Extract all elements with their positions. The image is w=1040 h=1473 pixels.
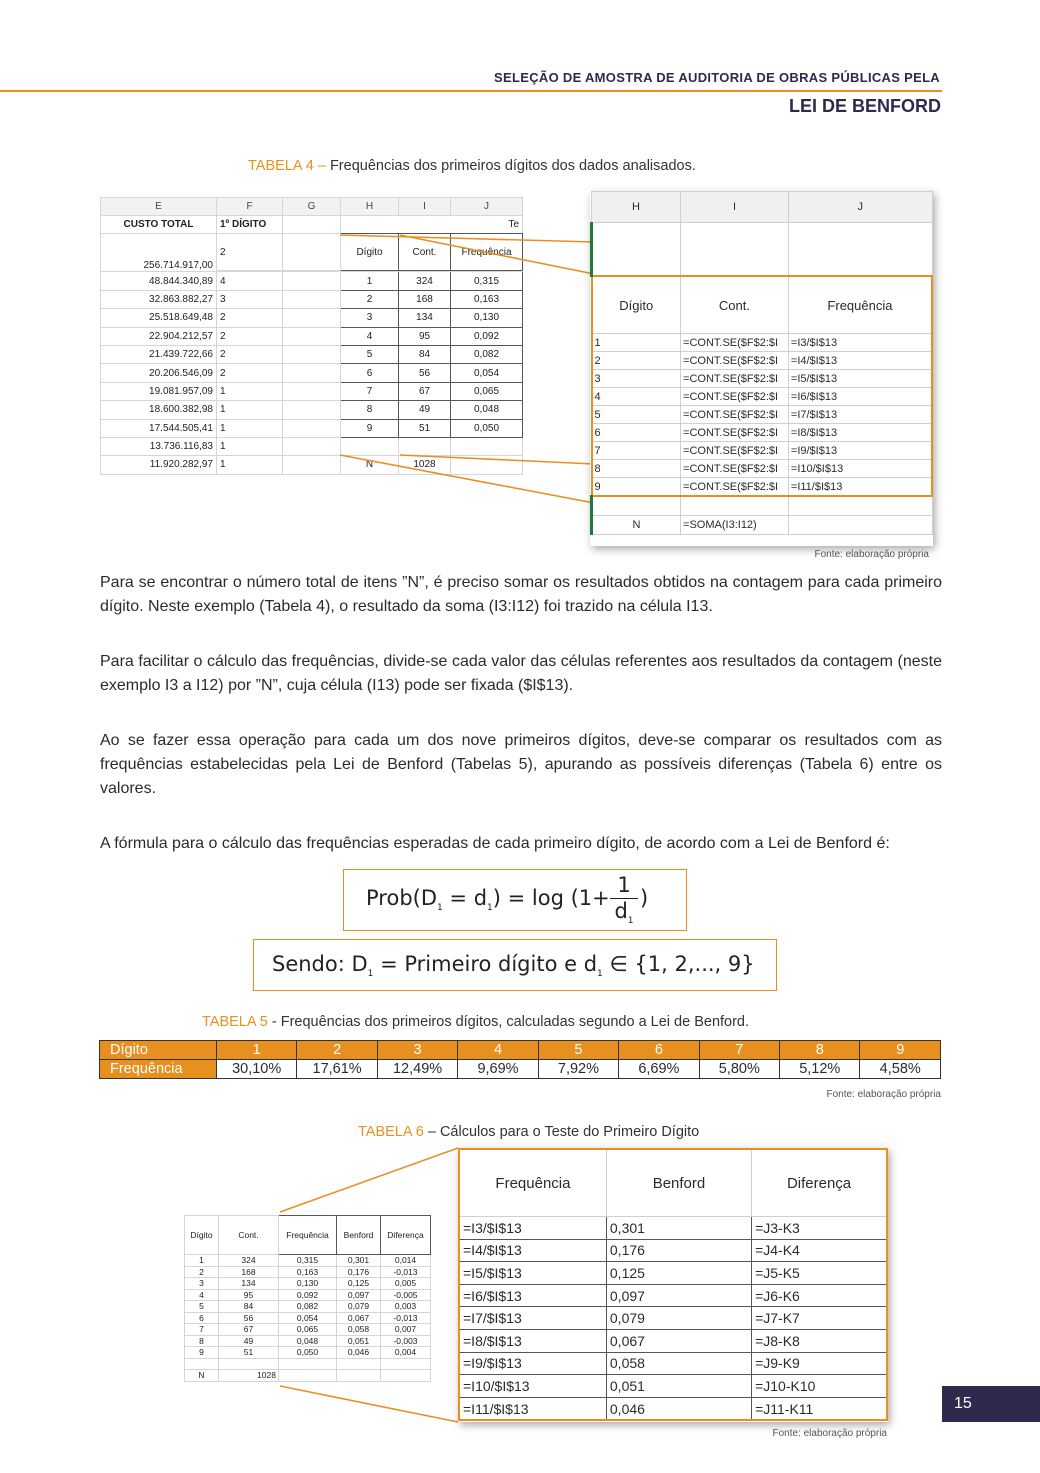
table-row: 11.920.282,97 1 N 1028 — [101, 456, 523, 474]
table-row: 18.600.382,98 1 8 49 0,048 — [101, 401, 523, 419]
table-row: =I7/$I$13 0,079 =J7-K7 — [459, 1307, 887, 1330]
table6-label: TABELA 6 — [358, 1124, 424, 1140]
table-row: =I3/$I$13 0,301 =J3-K3 — [459, 1217, 887, 1240]
table-row: =I9/$I$13 0,058 =J9-K9 — [459, 1352, 887, 1375]
table-row: 25.518.649,48 2 3 134 0,130 — [101, 309, 523, 327]
connector-line — [340, 235, 594, 242]
table-row: 32.863.882,27 3 2 168 0,163 — [101, 290, 523, 308]
col-header-first-digit: 1º DÍGITO — [217, 216, 283, 234]
table6-zoomed-formulas — [458, 1148, 888, 1422]
paragraph: A fórmula para o cálculo das frequências esperadas de cada primeiro dígito, de acordo com a Lei de Benford é: — [100, 835, 890, 852]
table5-title: - Frequências dos primeiros dígitos, calculadas segundo a Lei de Benford. — [267, 1014, 750, 1030]
running-header-line1: SELEÇÃO DE AMOSTRA DE AUDITORIA DE OBRAS PÚBLICAS PELA — [494, 70, 940, 85]
table-row: 1 324 0,315 0,301 0,014 — [185, 1255, 431, 1267]
table-row: 5 84 0,082 0,079 0,003 — [185, 1301, 431, 1313]
digit-cell: 2 — [217, 234, 283, 271]
paragraph: Ao se fazer essa operação para cada um dos nove primeiros dígitos, deve-se comparar os resultados com as frequências estabelecidas pela Lei de Benford (Tabelas 5), apurando as possíveis diferenças (Tabela 6) entre os valores. — [100, 732, 942, 797]
table-row: 3 134 0,130 0,125 0,005 — [185, 1278, 431, 1290]
table-row: 4 =CONT.SE($F$2:$I =I6/$I$13 — [592, 388, 933, 406]
col-letter: G — [283, 198, 341, 216]
table-row: 7 =CONT.SE($F$2:$I =I9/$I$13 — [592, 442, 933, 460]
table5-digit-row: Dígito 1 2 3 4 5 6 7 8 9 — [100, 1041, 941, 1060]
connector-line — [280, 1148, 458, 1212]
table5-frequency-row: Frequência 30,10% 17,61% 12,49% 9,69% 7,92% 6,69% 5,80% 5,12% 4,58% — [100, 1060, 941, 1079]
sendo-text: Sendo: $D_1$ = Primeiro dígito e $d_1$ ∈ {1, 2,..., 9} — [272, 952, 755, 980]
table-row: 4 95 0,092 0,097 -0,005 — [185, 1289, 431, 1301]
table-row — [592, 516, 933, 535]
zoom-header-benford: Benford — [606, 1149, 751, 1217]
table-row: 1 =CONT.SE($F$2:$I =I3/$I$13 — [592, 334, 933, 352]
page-number: 15 — [942, 1386, 1040, 1422]
table4-zoomed-formulas — [590, 191, 933, 546]
benford-formula-box: $Prob(D_1 = d_1) = \log (1+$ 1 $d_1$ ) — [343, 869, 687, 931]
zoom-n-formula: =SOMA(I3:I12) — [681, 516, 789, 535]
formula-fraction: 1 $d_1$ — [610, 872, 638, 933]
zoom-header-diferenca: Diferença — [752, 1149, 887, 1217]
table6-spreadsheet: Dígito Cont. Frequência Benford Diferença 1 324 0,315 0,301 0,014 2 168 0,163 0,176 -0,013 3 134 0,130 0,125 0,005 4 95 0,092 0,097 -0,005 5 84 0,082 0,079 0,003 6 56 0,054 0,067 -0,013 7 67 0,065 0,058 0,007 8 49 0,048 0,051 -0,003 9 51 0,050 0,046 0,004 N 1028 — [184, 1215, 431, 1382]
table-row: 6 =CONT.SE($F$2:$I =I8/$I$13 — [592, 424, 933, 442]
table-row: =I4/$I$13 0,176 =J4-K4 — [459, 1239, 887, 1262]
table-row: 22.904.212,57 2 4 95 0,092 — [101, 327, 523, 345]
table4-label: TABELA 4 – — [248, 158, 326, 174]
connector-line — [400, 455, 594, 464]
table-row: 2 168 0,163 0,176 -0,013 — [185, 1266, 431, 1278]
zoom-header-cont: Cont. — [681, 276, 789, 334]
connector-line — [280, 1386, 458, 1422]
running-header-line2: LEI DE BENFORD — [788, 96, 941, 116]
table4-source: Fonte: elaboração própria — [814, 549, 929, 560]
column-letters-row: H I J — [592, 192, 933, 223]
zoom-header-digito: Dígito — [592, 276, 681, 334]
table-row: 6 56 0,054 0,067 -0,013 — [185, 1312, 431, 1324]
table-row: 5 =CONT.SE($F$2:$I =I7/$I$13 — [592, 406, 933, 424]
row-label: Dígito — [100, 1041, 217, 1060]
table-row: 20.206.546,09 2 6 56 0,054 — [101, 364, 523, 382]
col-letter: F — [217, 198, 283, 216]
table5-source: Fonte: elaboração própria — [826, 1089, 941, 1100]
table6-title: – Cálculos para o Teste do Primeiro Dígito — [423, 1124, 700, 1140]
col-letter: H — [341, 198, 399, 216]
sendo-box — [253, 939, 777, 991]
zoom-n-label: N — [592, 516, 681, 535]
col-letter: E — [101, 198, 217, 216]
table-row: 8 49 0,048 0,051 -0,003 — [185, 1335, 431, 1347]
zoom-header-frequencia: Frequência — [788, 276, 932, 334]
table-row: 21.439.722,66 2 5 84 0,082 — [101, 345, 523, 363]
sub-header-cont: Cont. — [399, 234, 451, 271]
table-row: =I10/$I$13 0,051 =J10-K10 — [459, 1375, 887, 1398]
table5-caption — [202, 1014, 749, 1030]
col-header-custo-total: CUSTO TOTAL — [101, 216, 217, 234]
table4-title: Frequências dos primeiros dígitos dos dados analisados. — [325, 158, 696, 174]
table-row: 2 =CONT.SE($F$2:$I =I4/$I$13 — [592, 352, 933, 370]
table-row: 7 67 0,065 0,058 0,007 — [185, 1324, 431, 1336]
paragraph: Para facilitar o cálculo das frequências, divide-se cada valor das células referentes aos resultados da contagem (neste exemplo I3 a I12) por ”N”, cuja célula (I13) pode ser fixada ($I$13). — [100, 653, 942, 694]
table-row: =I11/$I$13 0,046 =J11-K11 — [459, 1397, 887, 1420]
col-letter: I — [399, 198, 451, 216]
table-row: 13.736.116,83 1 — [101, 437, 523, 455]
table-row: 17.544.505,41 1 9 51 0,050 — [101, 419, 523, 437]
table5-label: TABELA 5 — [202, 1014, 268, 1030]
table-row: 8 =CONT.SE($F$2:$I =I10/$I$13 — [592, 460, 933, 478]
table-row: 9 51 0,050 0,046 0,004 — [185, 1347, 431, 1359]
table-row: =I8/$I$13 0,067 =J8-K8 — [459, 1329, 887, 1352]
row-label: Frequência — [100, 1060, 217, 1079]
table-row: =I5/$I$13 0,125 =J5-K5 — [459, 1262, 887, 1285]
table-row: N 1028 — [185, 1370, 431, 1382]
table-row: 9 =CONT.SE($F$2:$I =I11/$I$13 — [592, 478, 933, 497]
paragraph: Para se encontrar o número total de itens ”N”, é preciso somar os resultados obtidos na contagem para cada primeiro dígito. Neste exemplo (Tabela 4), o resultado da soma (I3:I12) foi trazido na célula I13. — [100, 574, 942, 615]
table-row: 19.081.957,09 1 7 67 0,065 — [101, 382, 523, 400]
table5-benford-frequencies — [99, 1040, 941, 1079]
sub-header-frequencia: Frequência — [451, 234, 523, 271]
table-row: 3 =CONT.SE($F$2:$I =I5/$I$13 — [592, 370, 933, 388]
table-row: 48.844.340,89 4 1 324 0,315 — [101, 272, 523, 290]
table6-source: Fonte: elaboração própria — [772, 1428, 887, 1439]
table6-caption — [358, 1124, 699, 1140]
table-row: =I6/$I$13 0,097 =J6-K6 — [459, 1284, 887, 1307]
zoom-header-frequencia: Frequência — [459, 1149, 606, 1217]
cost-cell: 256.714.917,00 — [101, 234, 217, 272]
col-header-truncated: Te — [341, 216, 523, 234]
benford-formula: $Prob(D_1 = d_1) = \log (1+$ — [366, 886, 610, 914]
col-letter: J — [451, 198, 523, 216]
sub-header-digito: Dígito — [341, 234, 399, 271]
